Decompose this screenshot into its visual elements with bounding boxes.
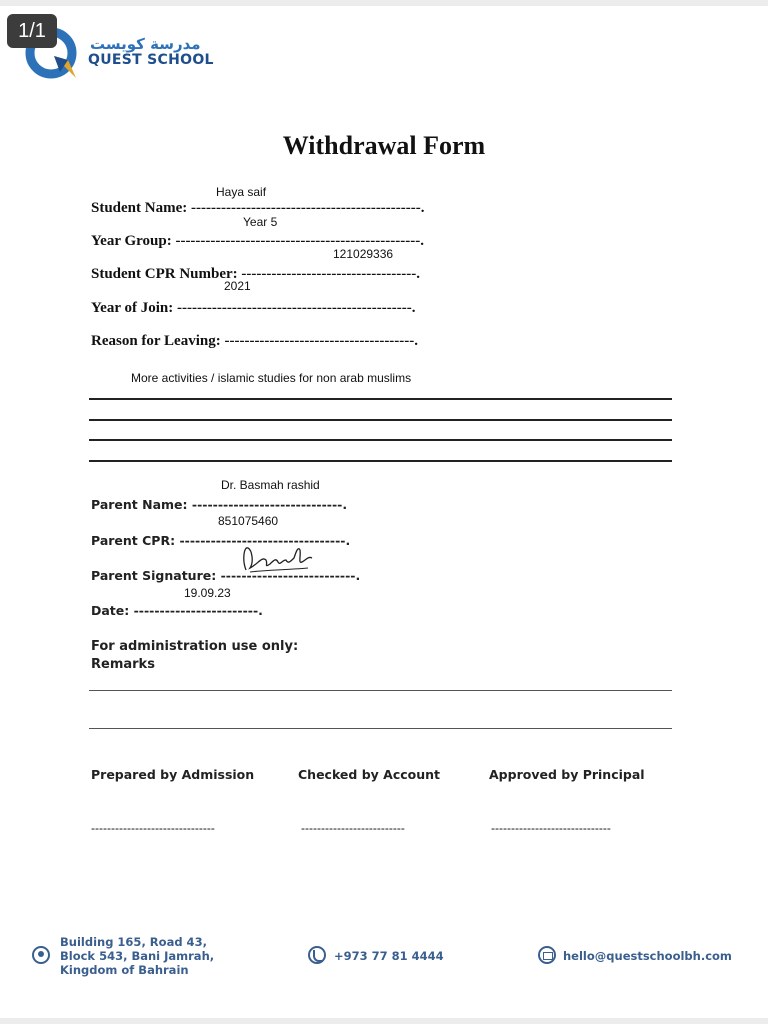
remarks-line-1 xyxy=(89,690,672,691)
year-of-join-label: Year of Join: -----------------------------------------------. xyxy=(91,300,416,316)
prepared-by-admission-label: Prepared by Admission xyxy=(91,767,255,782)
location-pin-icon xyxy=(32,946,50,964)
student-name-label: Student Name: ----------------------------------------------. xyxy=(91,200,425,216)
remarks-line-2 xyxy=(89,728,672,729)
parent-cpr-label: Parent CPR: --------------------------------. xyxy=(91,533,351,548)
footer-address-line2: Block 543, Bani Jamrah, xyxy=(60,949,215,963)
reason-line-1 xyxy=(89,398,672,400)
admin-heading: For administration use only: xyxy=(91,639,299,654)
year-of-join-value: 2021 xyxy=(224,279,251,293)
prepared-by-signature-line: ------------------------------- xyxy=(91,821,215,835)
remarks-label: Remarks xyxy=(91,657,155,672)
reason-line-4 xyxy=(89,460,672,462)
student-name-value: Haya saif xyxy=(216,185,267,199)
approved-by-principal-label: Approved by Principal xyxy=(489,767,645,782)
parent-name-label: Parent Name: -----------------------------. xyxy=(91,497,348,512)
checked-by-signature-line: -------------------------- xyxy=(301,821,405,835)
parent-name-value: Dr. Basmah rashid xyxy=(221,478,320,492)
footer-email: hello@questschoolbh.com xyxy=(563,949,732,963)
parent-signature-label: Parent Signature: --------------------------. xyxy=(91,568,361,583)
reason-line-3 xyxy=(89,439,672,441)
footer-phone: +973 77 81 4444 xyxy=(334,949,444,963)
date-value: 19.09.23 xyxy=(184,586,231,600)
school-name-english: QUEST SCHOOL xyxy=(88,52,214,68)
year-group-value: Year 5 xyxy=(243,215,278,229)
footer-address-line3: Kingdom of Bahrain xyxy=(60,963,189,977)
reason-for-leaving-value: More activities / islamic studies for non arab muslims xyxy=(131,371,412,385)
year-group-label: Year Group: -------------------------------------------------. xyxy=(91,233,424,249)
reason-line-2 xyxy=(89,419,672,421)
page-indicator: 1/1 xyxy=(7,14,57,48)
email-icon xyxy=(538,946,556,964)
footer-address-line1: Building 165, Road 43, xyxy=(60,935,207,949)
reason-for-leaving-label: Reason for Leaving: --------------------------------------. xyxy=(91,333,419,349)
student-cpr-value: 121029336 xyxy=(333,247,394,261)
form-title: Withdrawal Form xyxy=(282,131,486,160)
student-cpr-label: Student CPR Number: -----------------------------------. xyxy=(91,266,420,282)
school-name-arabic: مدرسة كويست xyxy=(90,35,201,53)
parent-cpr-value: 851075460 xyxy=(218,514,279,528)
date-label: Date: ------------------------. xyxy=(91,603,263,618)
approved-by-signature-line: ------------------------------ xyxy=(491,821,611,835)
phone-icon xyxy=(308,946,326,964)
checked-by-account-label: Checked by Account xyxy=(298,767,441,782)
